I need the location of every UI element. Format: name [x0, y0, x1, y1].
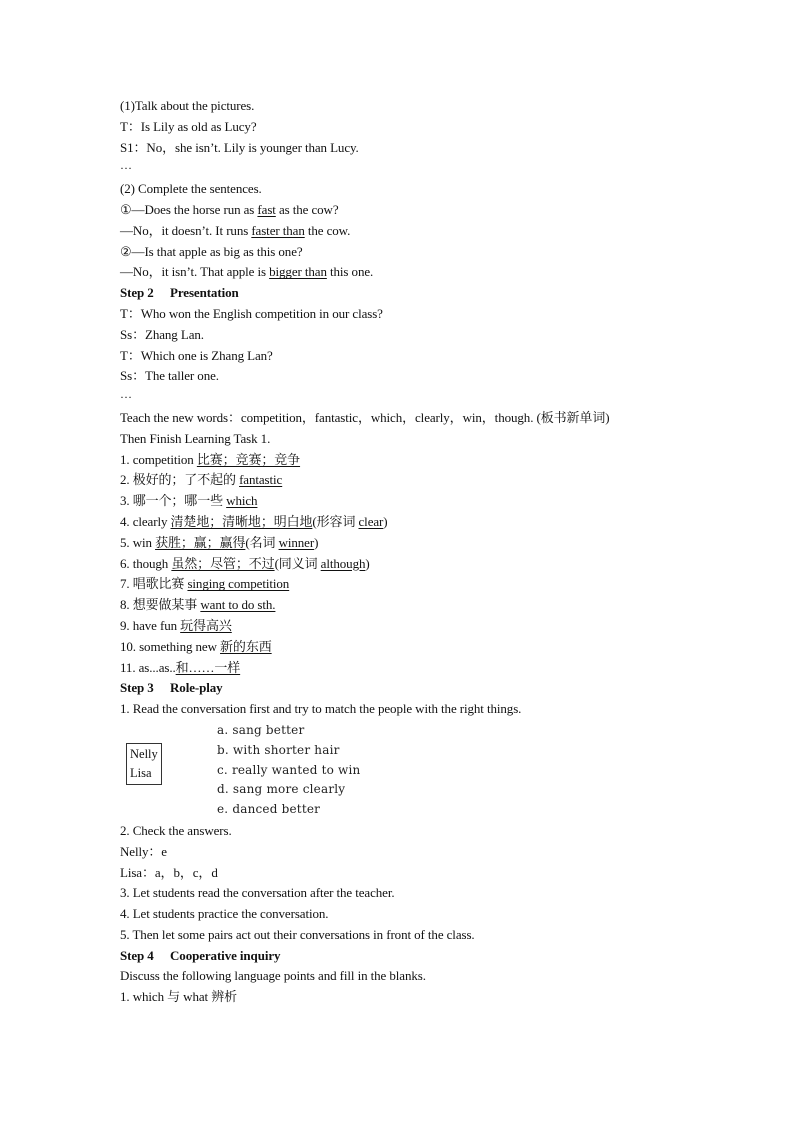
step-2-heading: Step 2 Presentation — [120, 285, 239, 301]
vocab-item: 7. 唱歌比赛 singing competition — [120, 576, 290, 592]
name-lisa: Lisa — [130, 765, 152, 780]
teacher-question-line: T：Is Lily as old as Lucy? — [120, 118, 257, 134]
vocab-item: 6. though 虽然；尽管；不过(同义词 although) — [120, 555, 370, 571]
matching-exercise — [120, 721, 680, 819]
match-option: e. danced better — [217, 802, 321, 817]
sentence-1-question: ①—Does the horse run as fast as the cow? — [120, 201, 339, 217]
dialogue-line: Ss：The taller one. — [120, 368, 219, 384]
names-box — [126, 743, 162, 785]
match-option: a. sang better — [217, 722, 305, 737]
match-options — [217, 721, 361, 820]
vocab-item: 8. 想要做某事 want to do sth. — [120, 597, 276, 613]
language-point-heading: 1. which 与 what 辨析 — [120, 989, 237, 1005]
ellipsis-line: … — [120, 387, 132, 402]
answer-nelly: Nelly：e — [120, 843, 167, 859]
answer-lisa: Lisa：a，b，c，d — [120, 864, 218, 880]
vocab-item: 10. something new 新的东西 — [120, 638, 272, 654]
talk-about-pictures-line: (1)Talk about the pictures. — [120, 98, 255, 113]
sentence-1-answer: —No，it doesn’t. It runs faster than the cow. — [120, 222, 351, 238]
answer-blank: bigger than — [269, 264, 327, 280]
new-words-line: Teach the new words：competition，fantastic，which，clearly，win，though. (板书新单词) — [120, 409, 610, 425]
dialogue-line: T：Which one is Zhang Lan? — [120, 347, 273, 363]
check-answers-line: 2. Check the answers. — [120, 822, 232, 838]
answer-blank: faster than — [251, 222, 305, 238]
instruction-line: 5. Then let some pairs act out their conversations in front of the class. — [120, 926, 475, 942]
match-option: c. really wanted to win — [217, 762, 361, 777]
vocab-item: 11. as...as..和……一样 — [120, 659, 241, 675]
instruction-line: 1. Read the conversation first and try to match the people with the right things. — [120, 701, 522, 717]
dialogue-line: Ss：Zhang Lan. — [120, 326, 204, 342]
student-answer-line: S1：No，she isn’t. Lily is younger than Lucy. — [120, 139, 359, 155]
instruction-line: Discuss the following language points and fill in the blanks. — [120, 968, 426, 984]
vocab-item: 9. have fun 玩得高兴 — [120, 617, 232, 633]
dialogue-line: T：Who won the English competition in our class? — [120, 305, 383, 321]
vocab-item: 1. competition 比赛；竞赛；竞争 — [120, 451, 301, 467]
sentence-2-question: ②—Is that apple as big as this one? — [120, 243, 303, 259]
sentence-2-answer: —No，it isn’t. That apple is bigger than this one. — [120, 264, 374, 280]
instruction-line: 3. Let students read the conversation after the teacher. — [120, 885, 395, 901]
match-option: b. with shorter hair — [217, 742, 340, 757]
match-option: d. sang more clearly — [217, 782, 346, 797]
name-nelly: Nelly — [130, 746, 158, 761]
answer-blank: fast — [257, 201, 276, 217]
step-4-heading: Step 4 Cooperative inquiry — [120, 947, 281, 963]
complete-sentences-line: (2) Complete the sentences. — [120, 181, 262, 197]
vocab-item: 3. 哪一个；哪一些 which — [120, 493, 258, 509]
learning-task-line: Then Finish Learning Task 1. — [120, 430, 271, 446]
lesson-plan-page — [120, 96, 680, 1008]
vocab-item: 4. clearly 清楚地；清晰地；明白地(形容词 clear) — [120, 513, 388, 529]
ellipsis-line: … — [120, 158, 132, 173]
vocab-item: 5. win 获胜；赢；赢得(名词 winner) — [120, 534, 319, 550]
instruction-line: 4. Let students practice the conversation. — [120, 906, 329, 922]
vocab-item: 2. 极好的；了不起的 fantastic — [120, 472, 283, 488]
step-3-heading: Step 3 Role-play — [120, 680, 223, 696]
